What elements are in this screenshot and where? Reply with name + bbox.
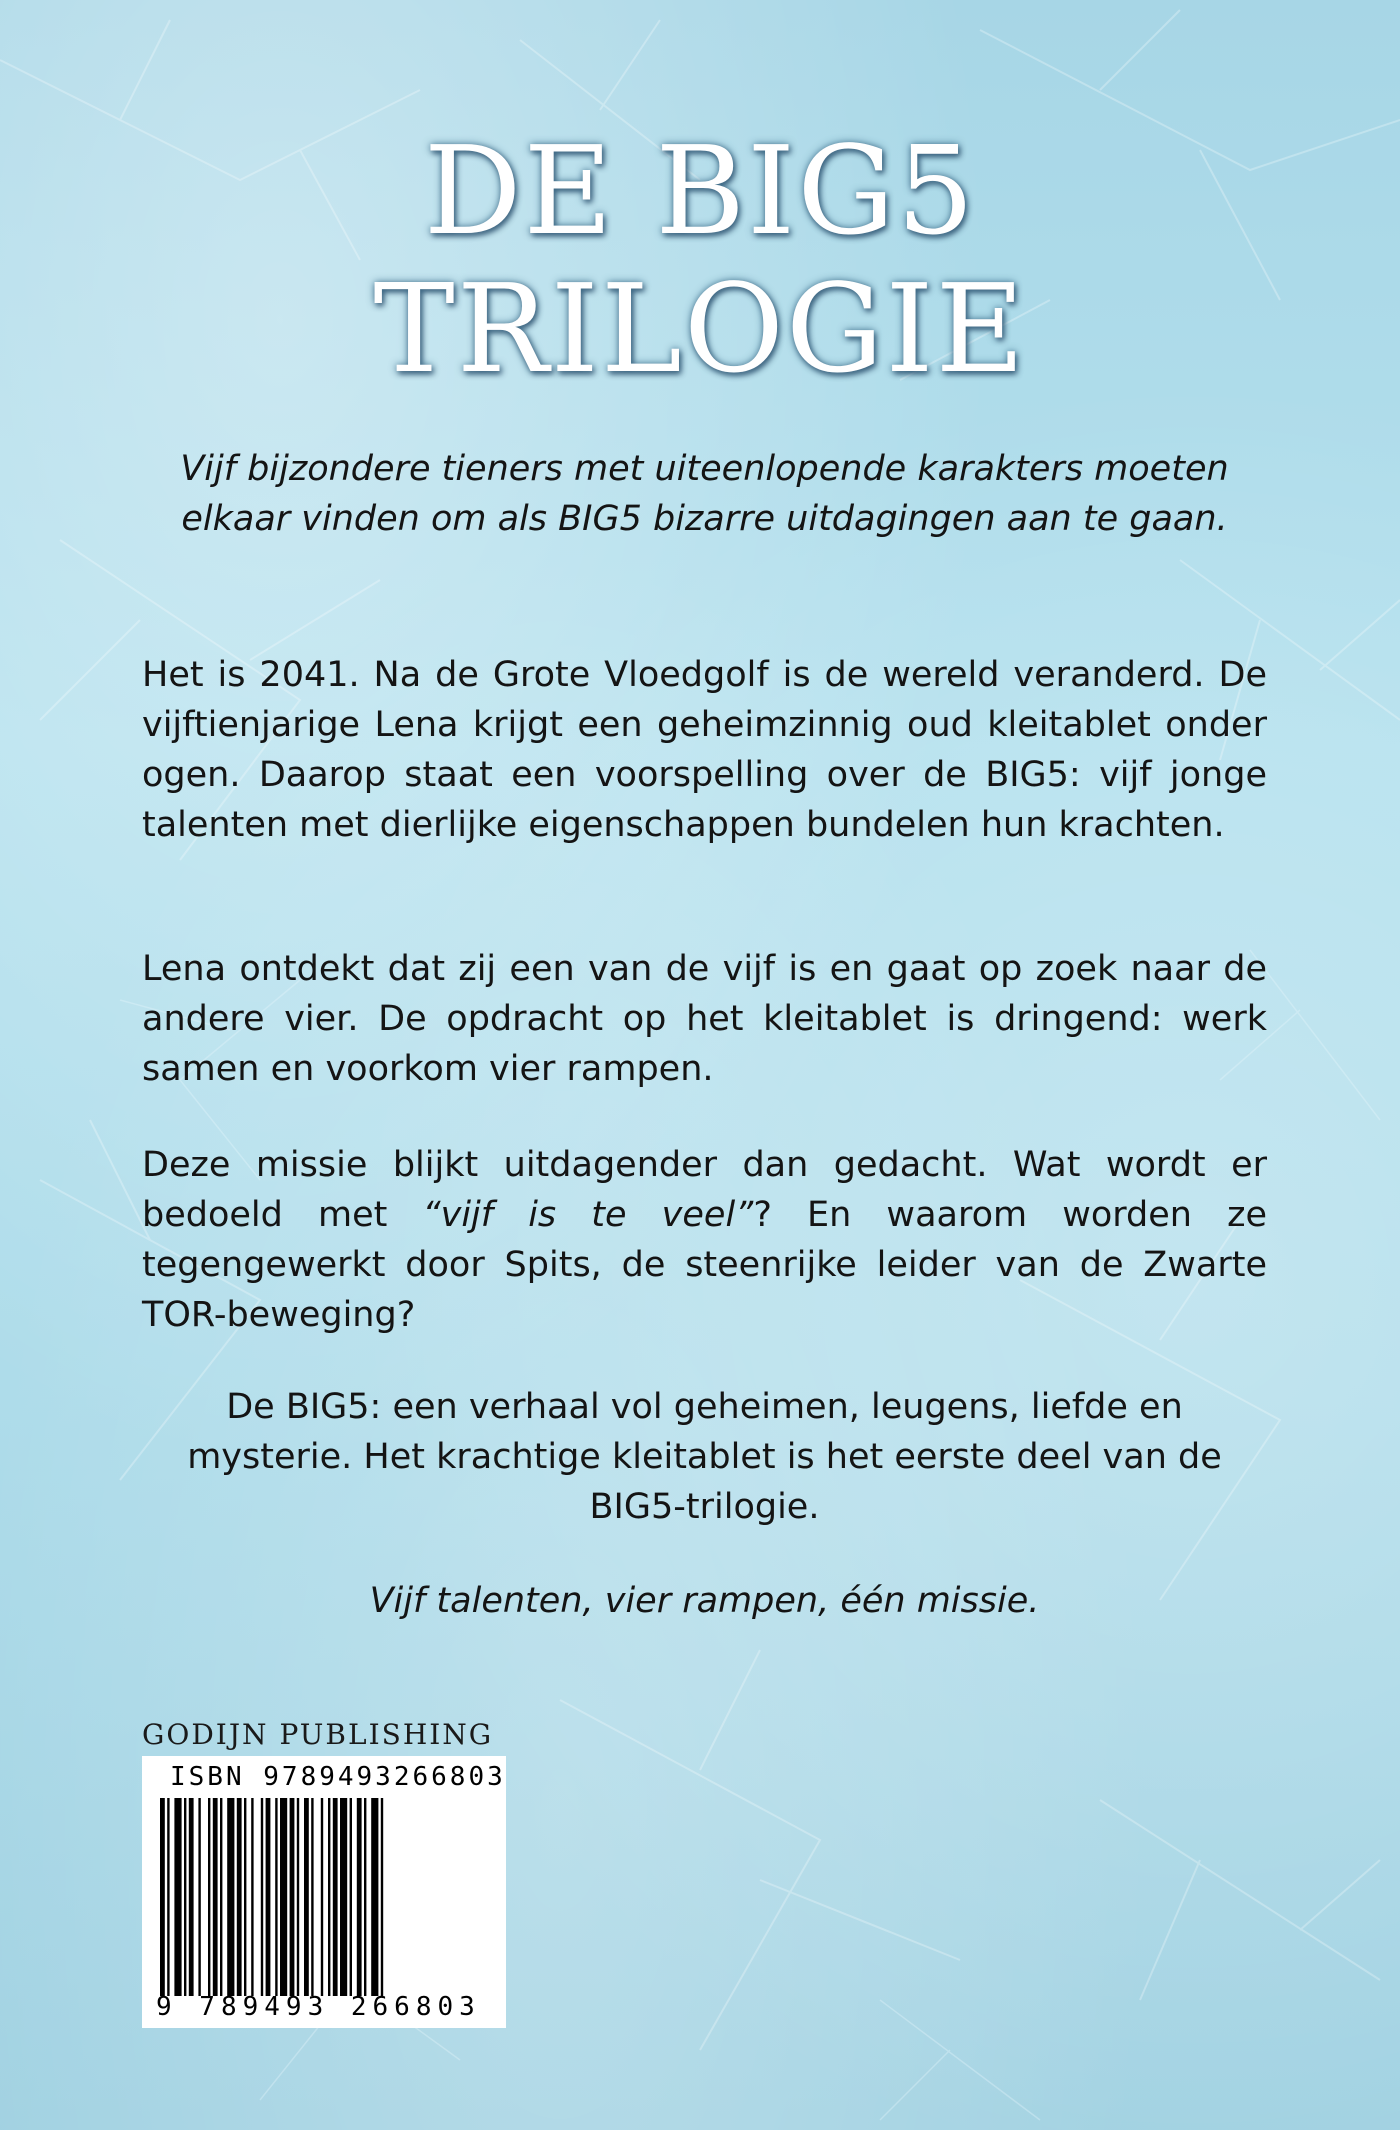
barcode-bar: [220, 1798, 222, 1996]
barcode-bar: [280, 1798, 287, 1996]
barcode-bar: [227, 1798, 234, 1996]
paragraph-3-text-start: Deze missie blijkt uitdagender dan gedacht. Wat wordt er bedoeld met: [142, 1145, 1267, 1235]
isbn-barcode: [142, 1756, 506, 2028]
title-line-2: TRILOGIE: [373, 258, 1027, 400]
barcode-bar: [275, 1798, 277, 1996]
barcode-bar: [321, 1798, 323, 1996]
barcode-bar: [251, 1798, 253, 1996]
barcode-bar: [357, 1798, 362, 1996]
paragraph-2: Lena ontdekt dat zij een van de vijf is en gaat op zoek naar de andere vier. De opdracht op het kleitablet is dringend: werk samen en voorkom vier rampen.: [142, 949, 1267, 1089]
paragraph-1: Het is 2041. Na de Grote Vloedgolf is de wereld veranderd. De vijftienjarige Lena krijgt een geheimzinnig oud kleitablet onder ogen. Daarop staat een voorspelling over de BIG5: vijf jonge talenten met dierlijke eigenschappen bundelen hun krachten.: [142, 655, 1267, 845]
barcode-bar: [189, 1798, 194, 1996]
barcode-bar: [340, 1798, 347, 1996]
barcode-bar: [213, 1798, 218, 1996]
tagline: Vijf bijzondere tieners met uiteenlopende karakters moeten elkaar vinden om als BIG5 bizarre uitdagingen aan te gaan.: [180, 449, 1229, 539]
barcode-bar: [208, 1798, 210, 1996]
barcode-bar: [160, 1798, 165, 1996]
paragraph-3: [142, 1140, 1267, 1340]
barcode-bar: [237, 1798, 242, 1996]
barcode-bar: [328, 1798, 330, 1996]
barcode-bar: [244, 1798, 246, 1996]
barcode-bars: [160, 1798, 460, 1996]
paragraph-3-text-end: ? En waarom worden ze tegengewerkt door Spits, de steenrijke leider van de Zwarte TOR-beweging?: [142, 1195, 1267, 1335]
barcode-bar: [297, 1798, 299, 1996]
barcode-bar: [174, 1798, 181, 1996]
barcode-bar: [167, 1798, 169, 1996]
barcode-bar: [311, 1798, 313, 1996]
paragraph-4: De BIG5: een verhaal vol geheimen, leugens, liefde en mysterie. Het krachtige kleitablet is het eerste deel van de BIG5-trilogie.: [187, 1387, 1222, 1527]
barcode-bar: [261, 1798, 263, 1996]
isbn-label: ISBN 9789493266803: [170, 1762, 506, 1792]
publisher-name: GODIJN PUBLISHING: [142, 1718, 494, 1751]
isbn-digits: 9 789493 266803: [156, 1992, 481, 2022]
title-line-1: DE BIG5: [423, 120, 977, 262]
closing-line: Vijf talenten, vier rampen, één missie.: [369, 1581, 1040, 1621]
barcode-bar: [350, 1798, 352, 1996]
barcode-bar: [364, 1798, 366, 1996]
barcode-bar: [381, 1798, 383, 1996]
barcode-bar: [184, 1798, 186, 1996]
barcode-bar: [198, 1798, 200, 1996]
barcode-bar: [371, 1798, 378, 1996]
barcode-bar: [333, 1798, 338, 1996]
barcode-bar: [304, 1798, 309, 1996]
barcode-bar: [266, 1798, 271, 1996]
paragraph-3-quote: “vijf is te veel”: [422, 1195, 754, 1235]
barcode-bar: [290, 1798, 295, 1996]
